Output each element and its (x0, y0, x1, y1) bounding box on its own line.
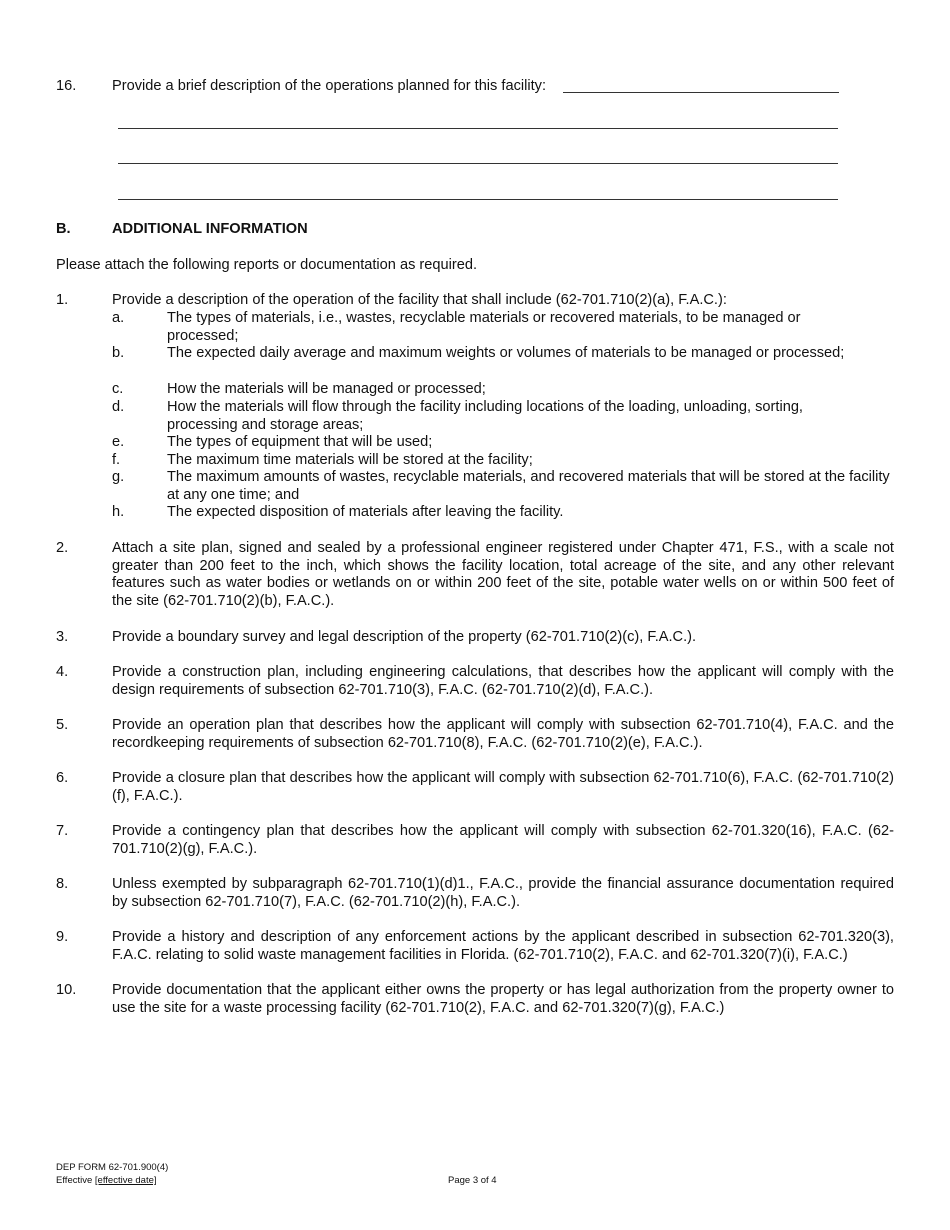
item-4-text: Provide a construction plan, including engineering calculations, that describes how the applicant will comply with the design requirements of subsection 62-701.710(3), F.A.C. (62-701.710(2)(d), F.A.C.). (112, 664, 894, 698)
q16-answer-line-3[interactable] (118, 163, 838, 164)
item-1-number: 1. (56, 292, 69, 308)
subitem-letter: h. (112, 504, 125, 520)
subitem-letter: c. (112, 381, 124, 397)
subitem-letter: b. (112, 345, 125, 361)
footer-page-number: Page 3 of 4 (448, 1175, 497, 1186)
footer-effective (56, 1175, 157, 1186)
footer-effective-label: Effective (56, 1175, 93, 1186)
item-7-number: 7. (56, 823, 69, 839)
item-9-number: 9. (56, 929, 69, 945)
subitem-letter: a. (112, 310, 125, 326)
subitem-letter: d. (112, 399, 125, 415)
subitem-text: The types of equipment that will be used; (167, 434, 433, 450)
subitem-letter: e. (112, 434, 125, 450)
subitem-text: The maximum time materials will be stored at the facility; (167, 452, 533, 468)
subitem-letter: g. (112, 469, 125, 485)
item-3-number: 3. (56, 629, 69, 645)
footer-effective-date: [effective date] (94, 1175, 157, 1186)
q16-answer-line-2[interactable] (118, 128, 838, 129)
q16-answer-line-4[interactable] (118, 199, 838, 200)
item-1-text: Provide a description of the operation of the facility that shall include (62-701.710(2)(a), F.A.C.): (112, 292, 727, 308)
footer-form-number: DEP FORM 62-701.900(4) (56, 1162, 169, 1173)
item-4-number: 4. (56, 664, 69, 680)
item-9-text: Provide a history and description of any enforcement actions by the applicant described in subsection 62-701.320(3), F.A.C. relating to solid waste management facilities in Florida. (62-701.710(2), F.A.C. and 62-701.320(7)(i), F.A.C.) (112, 929, 894, 963)
item-5-number: 5. (56, 717, 69, 733)
subitem-text: How the materials will be managed or processed; (167, 381, 486, 397)
subitem-text: The expected disposition of materials after leaving the facility. (167, 504, 564, 520)
subitem-text: The types of materials, i.e., wastes, recyclable materials or recovered materials, to be managed or processed; (167, 310, 801, 344)
subitem-text: The maximum amounts of wastes, recyclable materials, and recovered materials that will be stored at the facility at any one time; and (167, 469, 890, 503)
item-3-text: Provide a boundary survey and legal description of the property (62-701.710(2)(c), F.A.C.). (112, 629, 697, 645)
section-b-title: ADDITIONAL INFORMATION (112, 221, 308, 237)
subitem-letter: f. (112, 452, 121, 468)
subitem-text: How the materials will flow through the facility including locations of the loading, unloading, sorting, processing and storage areas; (167, 399, 803, 433)
item-6-number: 6. (56, 770, 69, 786)
q16-answer-line-1[interactable] (563, 92, 839, 93)
item-2-text: Attach a site plan, signed and sealed by a professional engineer registered under Chapter 471, F.S., with a scale not greater than 200 feet to the inch, which shows the facility location, total acreage of the site, and any other relevant features such as water bodies or wetlands on or within 200 feet of the site, potable water wells on or within 500 feet of the site (62-701.710(2)(b), F.A.C.). (112, 540, 894, 609)
q16-number: 16. (56, 78, 77, 94)
item-10-number: 10. (56, 982, 77, 998)
item-8-number: 8. (56, 876, 69, 892)
item-5-text: Provide an operation plan that describes how the applicant will comply with subsection 62-701.710(4), F.A.C. and the recordkeeping requirements of subsection 62-701.710(8), F.A.C. (62-701.710(2)(e), F.A.C.). (112, 717, 894, 751)
item-8-text: Unless exempted by subparagraph 62-701.710(1)(d)1., F.A.C., provide the financial assurance documentation required by subsection 62-701.710(7), F.A.C. (62-701.710(2)(h), F.A.C.). (112, 876, 894, 910)
section-b-letter: B. (56, 221, 71, 237)
item-7-text: Provide a contingency plan that describes how the applicant will comply with subsection 62-701.320(16), F.A.C. (62-701.710(2)(g), F.A.C.). (112, 823, 894, 857)
section-b-intro: Please attach the following reports or documentation as required. (56, 257, 478, 273)
item-10-text: Provide documentation that the applicant either owns the property or has legal authorization from the property owner to use the site for a waste processing facility (62-701.710(2), F.A.C. and 62-701.320(7)(g), F.A.C.) (112, 982, 894, 1016)
subitem-text: The expected daily average and maximum weights or volumes of materials to be managed or processed; (167, 345, 845, 361)
item-2-number: 2. (56, 540, 69, 556)
q16-text: Provide a brief description of the operations planned for this facility: (112, 78, 547, 94)
item-6-text: Provide a closure plan that describes how the applicant will comply with subsection 62-701.710(6), F.A.C. (62-701.710(2)(f), F.A.C.). (112, 770, 894, 804)
